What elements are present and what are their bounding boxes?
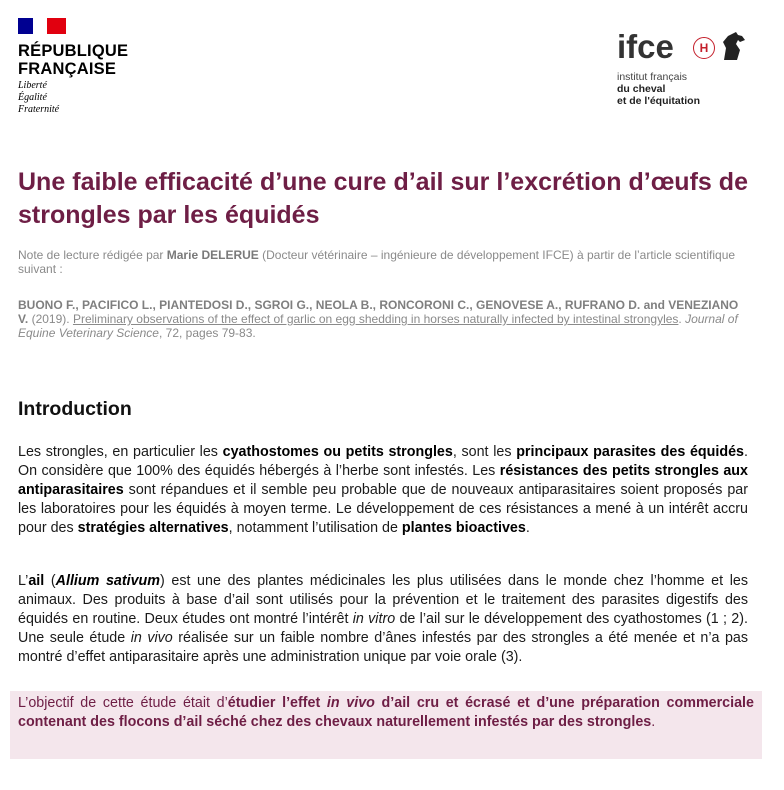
intro-paragraph-2: L’ail (Allium sativum) est une des plantes médicinales les plus utilisées dans le monde chez l’homme et les animaux. Des produits à base d’ail sont utilisés pour la prévention et le traitement des parasites digestifs des équidés en routine. Deux études ont montré l’intérêt in vitro de l’ail sur le développement des cyathostomes (1 ; 2). Une seule étude in vivo réalisée sur un faible nombre d’ânes infestés par des strongles a été menée et n’a pas montré d’effet antiparasitaire après une administration unique par voie orale (3). [18, 573, 748, 665]
rf-motto: Liberté Égalité Fraternité [18, 80, 60, 115]
french-flag-icon [18, 18, 66, 34]
ifce-tagline: institut français du cheval et de l'équitation [617, 71, 701, 107]
horse-icon [718, 30, 750, 62]
ifce-logo [617, 30, 767, 110]
article-link[interactable]: Preliminary observations of the effect of garlic on egg shedding in horses naturally infected by intestinal strongyles [72, 312, 679, 326]
republique-francaise-logo [18, 18, 148, 116]
introduction-heading: Introduction [18, 398, 132, 420]
reading-note: Note de lecture rédigée par Marie DELERUE (Docteur vétérinaire – ingénieure de développement IFCE) à partir de l’article scientifique suivant : [18, 248, 736, 276]
study-objective-text: L’objectif de cette étude était d’étudier l’effet in vivo d’ail cru et écrasé et d’une préparation commerciale contenant des flocons d’ail séché chez des chevaux naturellement infestés par des strongles. [18, 695, 754, 730]
intro-paragraph-1: Les strongles, en particulier les cyathostomes ou petits strongles, sont les principaux parasites des équidés. On considère que 100% des équidés hébergés à l’herbe sont infestés. Les résistances des petits strongles aux antiparasitaires sont répandues et il semble peu probable que de nouveaux antiparasitaires soient proposés par les laboratoires pour les équidés à moyen terme. Le développement de ces résistances a mené à un intérêt accru pour des stratégies alternatives, notamment l’utilisation de plantes bioactives. [18, 444, 748, 536]
rf-name: RÉPUBLIQUE FRANÇAISE [18, 42, 129, 78]
haras-emblem-icon: H [693, 37, 715, 59]
article-reference: BUONO F., PACIFICO L., PIANTEDOSI D., SGROI G., NEOLA B., RONCORONI C., GENOVESE A., RUFRANO D. and VENEZIANO V. (2019). Preliminary observations of the effect of garlic on egg shedding in horses naturally infected by intestinal strongyles. Journal of Equine Veterinary Science, 72, pages 79-83. [18, 298, 739, 340]
page-title: Une faible efficacité d’une cure d’ail sur l’excrétion d’œufs de strongles par les équidés [18, 168, 748, 229]
ifce-wordmark: ifce [617, 28, 674, 65]
study-objective-box [10, 691, 762, 759]
